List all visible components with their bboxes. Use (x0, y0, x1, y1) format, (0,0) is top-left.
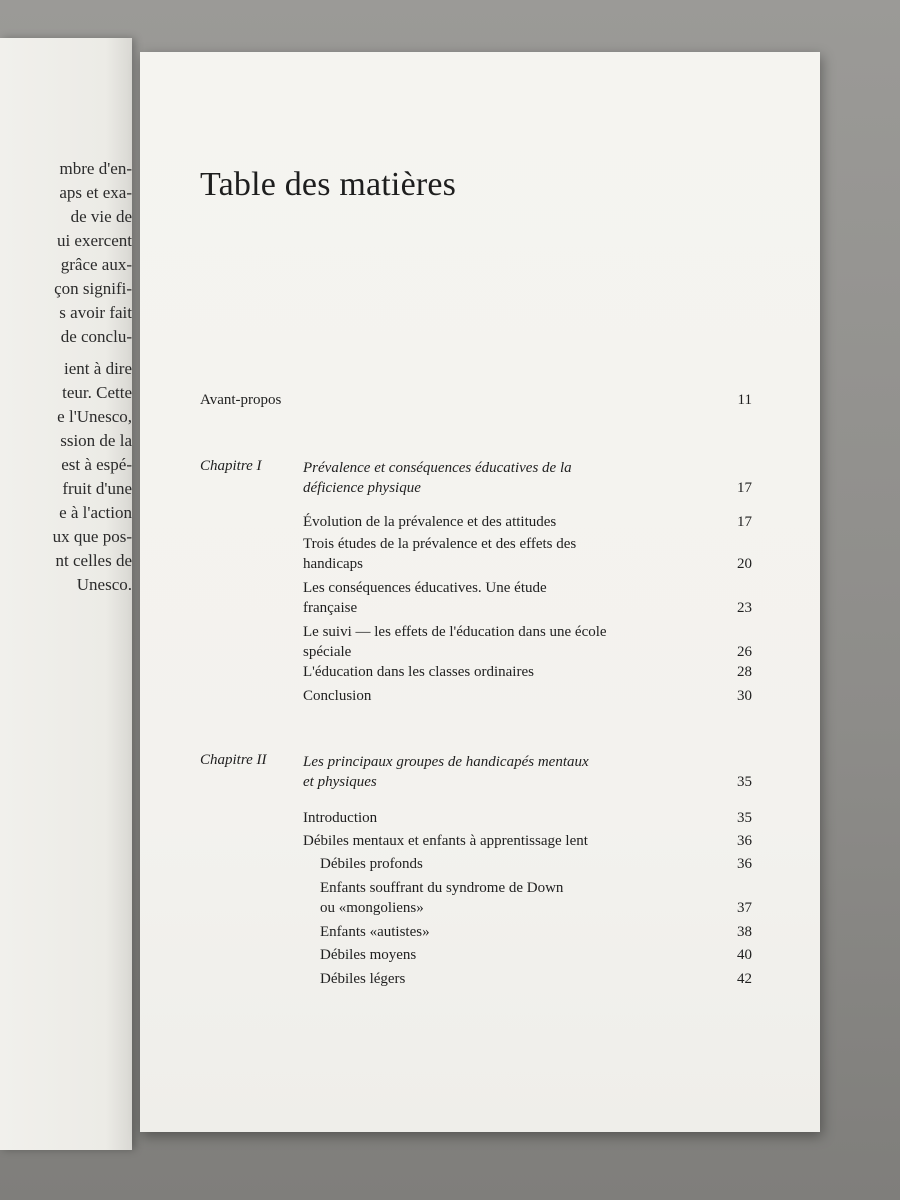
toc-entry (303, 578, 752, 618)
left-page-line: e à l'action (59, 503, 132, 522)
toc-entry-label: Débiles mentaux et enfants à apprentissage lent (303, 833, 588, 849)
toc-page-number: 36 (737, 856, 752, 872)
chapter-label: Chapitre I (200, 458, 262, 474)
toc-entry (303, 662, 752, 682)
toc-page-number: 20 (737, 556, 752, 572)
left-page-line: nt celles de (55, 551, 132, 570)
toc-entry-label: Conclusion (303, 688, 372, 704)
left-page-line: ui exercent (56, 231, 132, 250)
left-page-line: ux que pos- (52, 527, 132, 546)
left-page-line: Unesco. (76, 575, 132, 594)
toc-entry-label: Débiles moyens (320, 947, 417, 963)
left-page-line: s avoir fait (59, 303, 132, 322)
toc-page-number: 17 (737, 514, 752, 530)
toc-page-number: 17 (737, 480, 752, 496)
left-page-line: de vie de (70, 207, 132, 226)
toc-entry-label: L'éducation dans les classes ordinaires (303, 664, 534, 680)
toc-subentry (320, 878, 752, 918)
chapter-title-line: et physiques (303, 774, 377, 790)
left-page-line: de conclu- (60, 327, 132, 346)
toc-entry-label: Les conséquences éducatives. Une étude (303, 580, 547, 596)
chapter-title (303, 458, 752, 498)
left-page-line: mbre d'en- (59, 159, 132, 178)
toc-entry-label: Enfants «autistes» (320, 924, 430, 940)
toc-entry (303, 831, 752, 851)
toc-entry (303, 622, 752, 662)
toc-entry-label: Évolution de la prévalence et des attitudes (303, 514, 557, 530)
toc-entry-foreword (200, 390, 752, 410)
left-page-line: aps et exa- (59, 183, 132, 202)
page-title: Table des matières (200, 166, 457, 203)
toc-page-number: 11 (737, 392, 752, 408)
toc-page-number: 40 (737, 947, 752, 963)
left-page-line: çon signifi- (54, 279, 132, 298)
toc-page-number: 23 (737, 600, 752, 616)
left-page-line: ient à dire (64, 359, 132, 378)
toc-entry-label: française (303, 600, 358, 616)
left-page-line: teur. Cette (62, 383, 132, 402)
toc-entry (303, 512, 752, 532)
chapter-title-line: Les principaux groupes de handicapés mentaux (303, 754, 589, 770)
toc-entry-label: Débiles profonds (320, 856, 423, 872)
toc-page-number: 26 (737, 644, 752, 660)
toc-page-number: 30 (737, 688, 752, 704)
toc-page-number: 35 (737, 810, 752, 826)
toc-subentry (320, 854, 752, 874)
left-page-line: e l'Unesco, (57, 407, 132, 426)
chapter-title-line: Prévalence et conséquences éducatives de la (303, 460, 572, 476)
toc-entry-label: Avant-propos (200, 392, 282, 408)
toc-entry-label: Enfants souffrant du syndrome de Down (320, 880, 564, 896)
toc-page-number: 36 (737, 833, 752, 849)
toc-entry-label: Introduction (303, 810, 378, 826)
toc-entry-label: handicaps (303, 556, 363, 572)
toc-page-number: 28 (737, 664, 752, 680)
toc-page-number: 35 (737, 774, 752, 790)
chapter-label: Chapitre II (200, 752, 267, 768)
chapter-title (303, 752, 752, 792)
toc-entry (303, 534, 752, 574)
left-page-line: ssion de la (60, 431, 132, 450)
toc-page (140, 52, 820, 1132)
toc-page-number: 42 (737, 971, 752, 987)
toc-entry-label: spéciale (303, 644, 352, 660)
toc-subentry (320, 922, 752, 942)
toc-page-number: 38 (737, 924, 752, 940)
left-page (0, 38, 132, 1150)
left-page-line: est à espé- (61, 455, 132, 474)
toc-entry-label: ou «mongoliens» (320, 900, 424, 916)
toc-page-number: 37 (737, 900, 752, 916)
chapter-title-line: déficience physique (303, 480, 421, 496)
toc-entry (303, 808, 752, 828)
left-page-line: fruit d'une (62, 479, 132, 498)
toc-entry-label: Le suivi — les effets de l'éducation dans une école (303, 624, 607, 640)
toc-entry-label: Débiles légers (320, 971, 406, 987)
left-page-line: grâce aux- (60, 255, 132, 274)
toc-entry-label: Trois études de la prévalence et des effets des (303, 536, 577, 552)
toc-subentry (320, 969, 752, 989)
toc-subentry (320, 945, 752, 965)
toc-entry (303, 686, 752, 706)
